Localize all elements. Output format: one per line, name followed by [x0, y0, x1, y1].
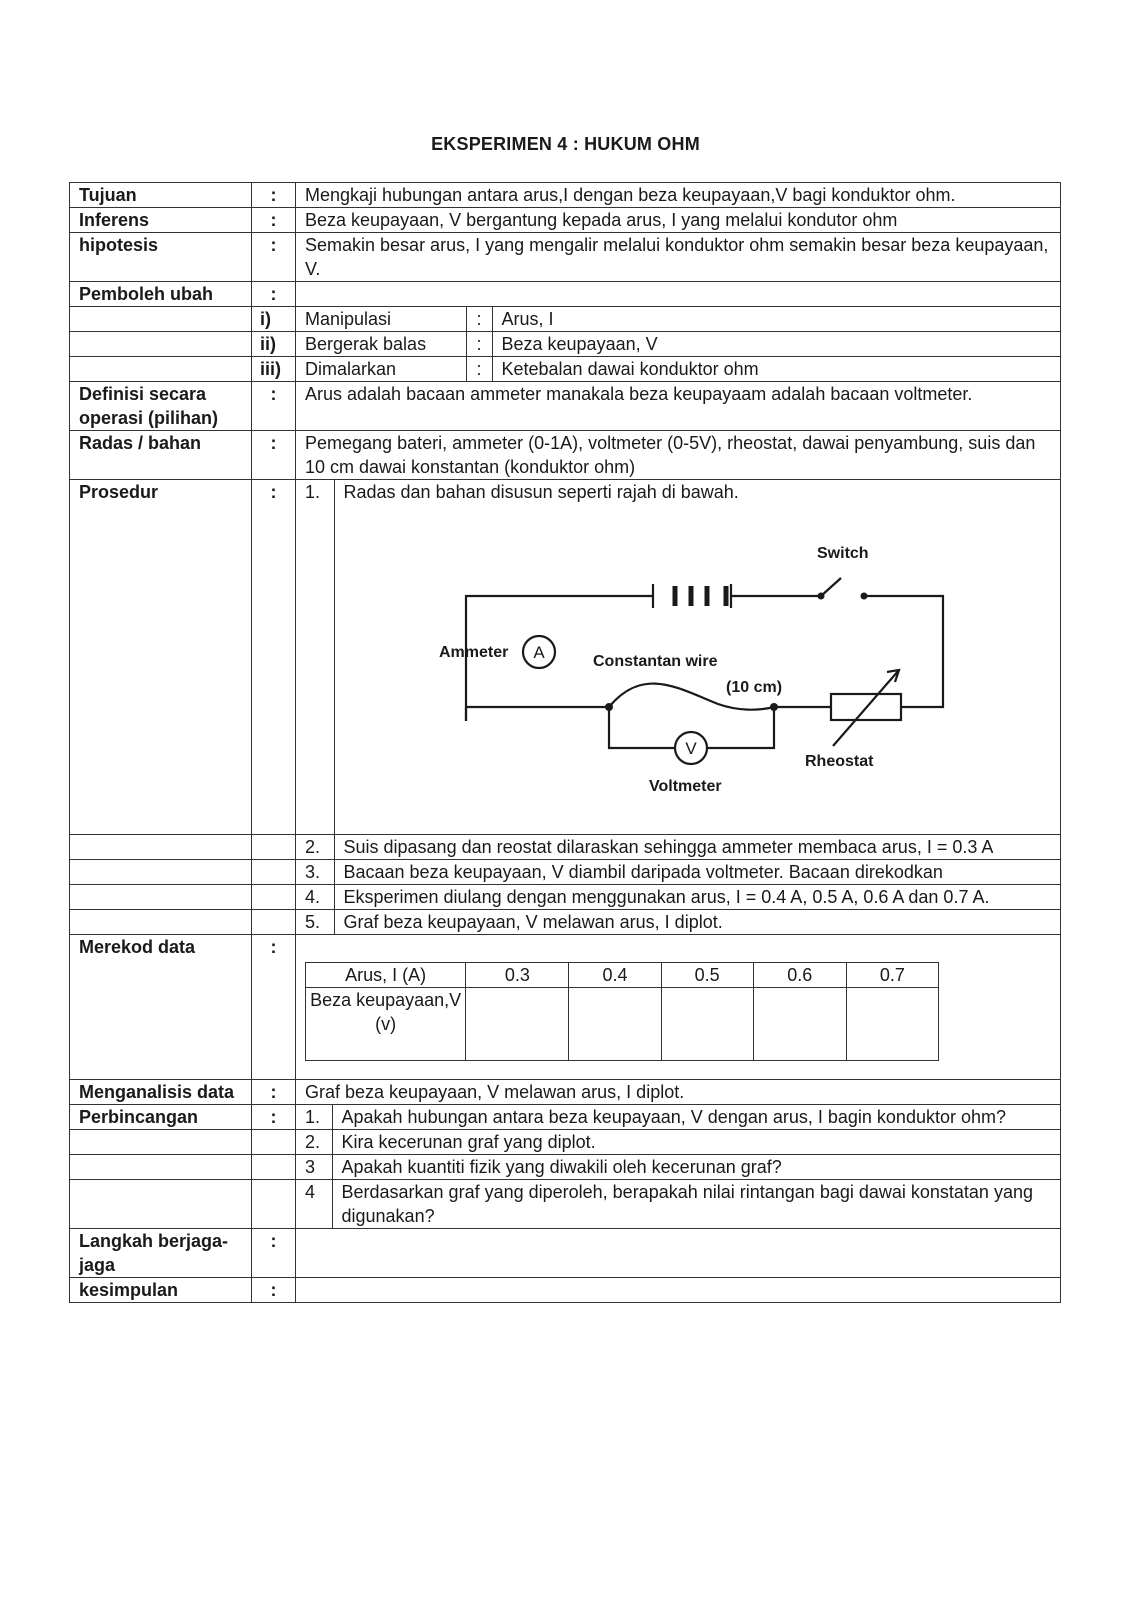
colon: :	[252, 1080, 296, 1105]
question-text: Berdasarkan graf yang diperoleh, berapakah nilai rintangan bagi dawai konstatan yang digunakan?	[341, 1182, 1033, 1226]
label-radas: Radas / bahan	[70, 431, 252, 480]
switch-contact	[817, 593, 824, 600]
switch-label: Switch	[816, 545, 869, 562]
variable-name: Bergerak balas	[296, 332, 466, 356]
voltage-cell[interactable]	[569, 988, 661, 1061]
row-prosedur-1	[70, 480, 1061, 835]
variable-number: ii)	[252, 332, 296, 357]
variable-name: Dimalarkan	[296, 357, 466, 381]
row-inferens	[70, 208, 1061, 233]
voltmeter-symbol: V	[684, 739, 697, 758]
label-prosedur: Prosedur	[70, 480, 252, 835]
label-merekod: Merekod data	[70, 935, 252, 1080]
switch-contact	[860, 593, 867, 600]
junction-dot	[605, 703, 613, 711]
current-value: 0.5	[661, 963, 753, 988]
row-prosedur-5	[70, 910, 1061, 935]
row-langkah	[70, 1229, 1061, 1278]
variable-number: i)	[252, 307, 296, 332]
row-perbincangan-3	[70, 1155, 1061, 1180]
question-text: Apakah kuantiti fizik yang diwakili oleh kecerunan graf?	[341, 1157, 782, 1177]
colon: :	[252, 1229, 296, 1278]
row-perbincangan-4	[70, 1180, 1061, 1229]
row-perbincangan-1	[70, 1105, 1061, 1130]
row-pemboleh-ubah	[70, 282, 1061, 307]
colon: :	[252, 431, 296, 480]
voltmeter-wire-left	[609, 707, 675, 748]
step-text: Radas dan bahan disusun seperti rajah di bawah.	[343, 482, 739, 502]
colon: :	[466, 307, 492, 331]
wire-length-label: (10 cm)	[725, 679, 782, 696]
label-tujuan: Tujuan	[70, 183, 252, 208]
variable-value: Ketebalan dawai konduktor ohm	[501, 359, 759, 379]
question-number: 1.	[296, 1105, 332, 1129]
step-text: Graf beza keupayaan, V melawan arus, I diplot.	[343, 912, 723, 932]
colon: :	[252, 382, 296, 431]
text-tujuan: Mengkaji hubungan antara arus,I dengan beza keupayaan,V bagi konduktor ohm.	[296, 183, 1061, 208]
voltage-cell[interactable]	[466, 988, 569, 1061]
voltmeter-label: Voltmeter	[648, 778, 722, 795]
current-value: 0.7	[846, 963, 938, 988]
label-inferens: Inferens	[70, 208, 252, 233]
row-hipotesis	[70, 233, 1061, 282]
label-definisi: Definisi secara operasi (pilihan)	[70, 382, 252, 431]
junction-dot	[770, 703, 778, 711]
voltage-cell[interactable]	[753, 988, 846, 1061]
header-voltage: Beza keupayaan,V (v)	[306, 988, 466, 1061]
colon: :	[466, 357, 492, 381]
page-title: EKSPERIMEN 4 : HUKUM OHM	[431, 134, 700, 154]
text-hipotesis: Semakin besar arus, I yang mengalir melalui konduktor ohm semakin besar beza keupayaan, V.	[296, 233, 1061, 282]
text-radas: Pemegang bateri, ammeter (0-1A), voltmeter (0-5V), rheostat, dawai penyambung, suis dan 10 cm dawai konstantan (konduktor ohm)	[296, 431, 1061, 480]
voltmeter-wire-right	[707, 707, 774, 748]
text-langkah[interactable]	[296, 1229, 1061, 1278]
step-number: 2.	[296, 835, 334, 859]
variable-value: Arus, I	[501, 309, 554, 329]
rheostat-label: Rheostat	[804, 753, 873, 770]
switch-lever	[821, 578, 841, 596]
row-variable-responding	[70, 332, 1061, 357]
colon: :	[252, 1105, 296, 1130]
experiment-table	[69, 182, 1061, 1303]
text-menganalisis: Graf beza keupayaan, V melawan arus, I diplot.	[296, 1080, 1061, 1105]
voltage-cell[interactable]	[661, 988, 753, 1061]
step-text: Suis dipasang dan reostat dilaraskan sehingga ammeter membaca arus, I = 0.3 A	[343, 837, 994, 857]
question-number: 3	[296, 1155, 332, 1179]
current-value: 0.4	[569, 963, 661, 988]
data-record-table	[305, 962, 939, 1061]
ammeter-symbol: A	[532, 643, 545, 662]
row-prosedur-2	[70, 835, 1061, 860]
step-number: 3.	[296, 860, 334, 884]
variable-name: Manipulasi	[296, 307, 466, 331]
row-merekod-data	[70, 935, 1061, 1080]
colon: :	[252, 233, 296, 282]
colon: :	[252, 208, 296, 233]
circuit-svg	[413, 506, 973, 832]
colon: :	[252, 480, 296, 835]
ammeter-label: Ammeter	[438, 644, 508, 661]
variable-number: iii)	[252, 357, 296, 382]
colon: :	[252, 282, 296, 307]
row-prosedur-3	[70, 860, 1061, 885]
circuit-diagram	[335, 504, 1061, 834]
step-number: 4.	[296, 885, 334, 909]
colon: :	[252, 1278, 296, 1303]
step-number: 1.	[296, 480, 334, 504]
step-text: Eksperimen diulang dengan menggunakan arus, I = 0.4 A, 0.5 A, 0.6 A dan 0.7 A.	[343, 887, 990, 907]
label-perbincangan: Perbincangan	[70, 1105, 252, 1130]
label-hipotesis: hipotesis	[70, 233, 252, 282]
variable-value: Beza keupayaan, V	[501, 334, 658, 354]
wire-right	[864, 596, 943, 707]
row-kesimpulan	[70, 1278, 1061, 1303]
header-current: Arus, I (A)	[306, 963, 466, 988]
label-pemboleh-ubah: Pemboleh ubah	[70, 282, 252, 307]
current-value: 0.6	[753, 963, 846, 988]
text-definisi: Arus adalah bacaan ammeter manakala beza keupayaam adalah bacaan voltmeter.	[296, 382, 1061, 431]
label-langkah: Langkah berjaga-jaga	[70, 1229, 252, 1278]
voltage-cell[interactable]	[846, 988, 938, 1061]
current-value: 0.3	[466, 963, 569, 988]
rheostat-arrow	[833, 670, 899, 746]
row-menganalisis	[70, 1080, 1061, 1105]
row-variable-fixed	[70, 357, 1061, 382]
question-text: Apakah hubungan antara beza keupayaan, V dengan arus, I bagin konduktor ohm?	[341, 1107, 1006, 1127]
row-tujuan	[70, 183, 1061, 208]
colon: :	[252, 935, 296, 1080]
row-variable-manipulated	[70, 307, 1061, 332]
row-radas	[70, 431, 1061, 480]
question-number: 4	[296, 1180, 332, 1228]
constantan-wire-label: Constantan wire	[592, 653, 717, 670]
colon: :	[252, 183, 296, 208]
question-text: Kira kecerunan graf yang diplot.	[341, 1132, 596, 1152]
text-kesimpulan[interactable]	[296, 1278, 1061, 1303]
row-definisi	[70, 382, 1061, 431]
text-inferens: Beza keupayaan, V bergantung kepada arus, I yang melalui kondutor ohm	[296, 208, 1061, 233]
colon: :	[466, 332, 492, 356]
step-number: 5.	[296, 910, 334, 934]
label-menganalisis: Menganalisis data	[70, 1080, 252, 1105]
step-text: Bacaan beza keupayaan, V diambil daripada voltmeter. Bacaan direkodkan	[343, 862, 943, 882]
question-number: 2.	[296, 1130, 332, 1154]
label-kesimpulan: kesimpulan	[70, 1278, 252, 1303]
row-prosedur-4	[70, 885, 1061, 910]
row-perbincangan-2	[70, 1130, 1061, 1155]
